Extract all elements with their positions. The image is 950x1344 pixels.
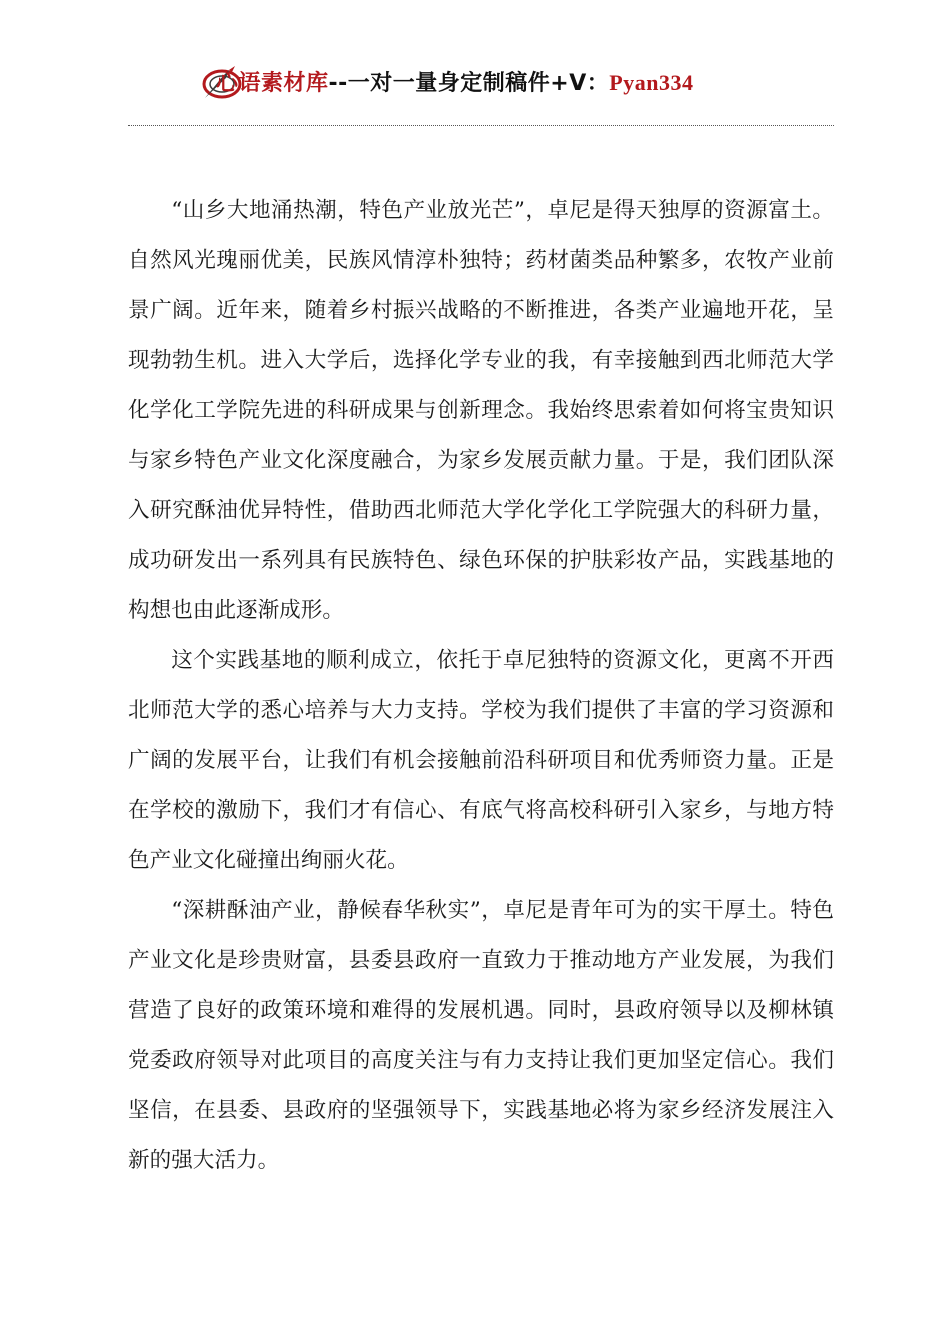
document-body [128, 186, 834, 1186]
header-separator: -- [328, 71, 348, 96]
contact-label: +V： [550, 71, 610, 96]
header-divider [128, 125, 834, 126]
contact-id: Pyan334 [609, 70, 694, 95]
paragraph: “山乡大地涌热潮，特色产业放光芒”，卓尼是得天独厚的资源富土。自然风光瑰丽优美，民族风情淳朴独特；药材菌类品种繁多，农牧产业前景广阔。近年来，随着乡村振兴战略的不断推进，各类产业遍地开花，呈现勃勃生机。进入大学后，选择化学专业的我，有幸接触到西北师范大学化学化工学院先进的科研成果与创新理念。我始终思索着如何将宝贵知识与家乡特色产业文化深度融合，为家乡发展贡献力量。于是，我们团队深入研究酥油优异特性，借助西北师范大学化学化工学院强大的科研力量，成功研发出一系列具有民族特色、绿色环保的护肤彩妆产品，实践基地的构想也由此逐渐成形。 [128, 198, 834, 623]
brand-name: 心语素材库 [216, 71, 329, 96]
header-tagline: 一对一量身定制稿件 [347, 71, 551, 96]
page-header [0, 56, 950, 106]
header-title [216, 66, 693, 97]
paragraph: 这个实践基地的顺利成立，依托于卓尼独特的资源文化，更离不开西北师范大学的悉心培养与大力支持。学校为我们提供了丰富的学习资源和广阔的发展平台，让我们有机会接触前沿科研项目和优秀师资力量。正是在学校的激励下，我们才有信心、有底气将高校科研引入家乡，与地方特色产业文化碰撞出绚丽火花。 [128, 648, 834, 873]
paragraph: “深耕酥油产业，静候春华秋实”，卓尼是青年可为的实干厚土。特色产业文化是珍贵财富，县委县政府一直致力于推动地方产业发展，为我们营造了良好的政策环境和难得的发展机遇。同时，县政府领导以及柳林镇党委政府领导对此项目的高度关注与有力支持让我们更加坚定信心。我们坚信，在县委、县政府的坚强领导下，实践基地必将为家乡经济发展注入新的强大活力。 [128, 898, 834, 1173]
